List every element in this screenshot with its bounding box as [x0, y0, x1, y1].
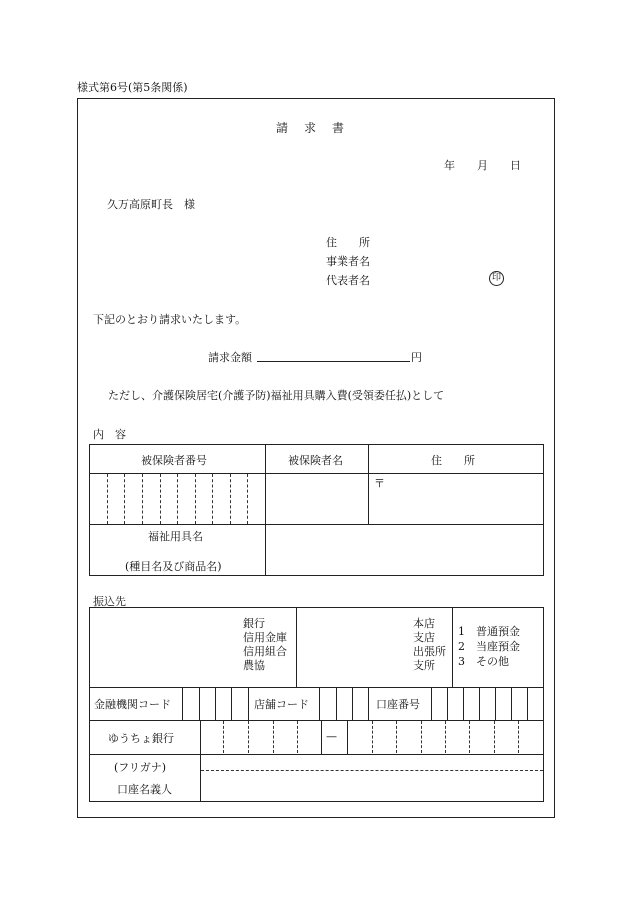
insured-name-header: 被保険者名 [288, 454, 343, 467]
account-types: 1 普通預金 2 当座預金 3 その他 [458, 625, 520, 668]
transfer-heading: 振込先 [93, 595, 126, 608]
item-detail-label: (種目名及び商品名) [125, 560, 222, 573]
account-number-label: 口座番号 [376, 698, 420, 711]
bank-code-label: 金融機関コード [94, 698, 171, 711]
amount-unit: 円 [411, 351, 422, 364]
representative-label: 代表者名 [326, 274, 370, 287]
date-line: 年 月 日 [444, 159, 521, 172]
contents-heading: 内 容 [93, 428, 126, 441]
addressee: 久万高原町長 様 [107, 198, 195, 211]
business-name-label: 事業者名 [326, 255, 370, 268]
furigana-label: (フリガナ) [114, 761, 167, 774]
insured-number-header: 被保険者番号 [141, 454, 207, 467]
bank-types: 銀行 信用金庫 信用組合 農協 [243, 617, 287, 672]
item-name-label: 福祉用具名 [148, 530, 203, 543]
seal-mark: 印 [489, 271, 504, 286]
amount-label: 請求金額 [208, 351, 252, 364]
amount-line [257, 361, 410, 362]
purpose-text: ただし、介護保険居宅(介護予防)福祉用具購入費(受領委任払)として [108, 389, 445, 402]
branch-types: 本店 支店 出張所 支所 [413, 617, 446, 672]
address-label: 住 所 [326, 236, 370, 249]
intro-text: 下記のとおり請求いたします。 [93, 313, 247, 326]
insured-address-header: 住 所 [431, 454, 475, 467]
yucho-bank-label: ゆうちょ銀行 [108, 732, 174, 745]
postal-mark: 〒 [374, 477, 385, 490]
page-title: 請 求 書 [276, 121, 347, 135]
form-number-label: 様式第6号(第5条関係) [77, 81, 188, 94]
account-holder-label: 口座名義人 [117, 783, 172, 796]
branch-code-label: 店舗コード [254, 698, 309, 711]
yucho-separator: — [326, 730, 337, 743]
